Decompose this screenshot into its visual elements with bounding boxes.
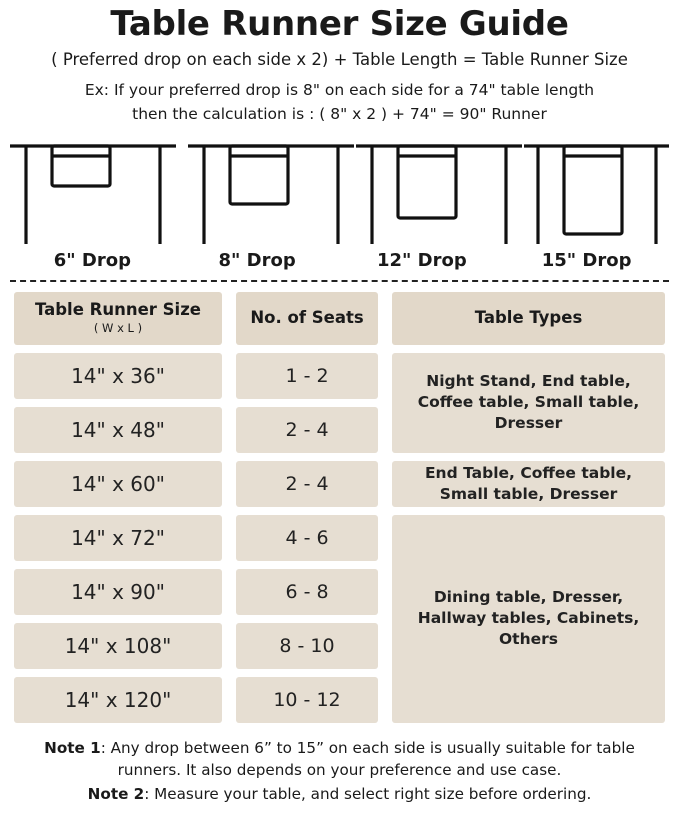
column-table-types <box>392 292 665 723</box>
header-seats <box>236 292 378 345</box>
table-row: Dining table, Dresser, Hallway tables, Cabinets, Others <box>392 515 665 723</box>
size-table <box>8 292 671 723</box>
table-row: 1 - 2 <box>236 353 378 399</box>
note-1-text: : Any drop between 6” to 15” on each side is usually suitable for table runners. It also depends on your preference and use case. <box>100 738 635 779</box>
note-1-label: Note 1 <box>44 738 101 757</box>
table-row: 6 - 8 <box>236 569 378 615</box>
header-table-types-label: Table Types <box>474 307 583 327</box>
page-title: Table Runner Size Guide <box>110 4 569 44</box>
table-row: 14" x 90" <box>14 569 222 615</box>
dashed-divider <box>10 280 669 282</box>
drop-label-6: 6" Drop <box>53 249 131 271</box>
table-row: Night Stand, End table, Coffee table, Small table, Dresser <box>392 353 665 453</box>
formula-text: ( Preferred drop on each side x 2) + Table Length = Table Runner Size <box>51 50 628 70</box>
header-runner-size <box>14 292 222 345</box>
column-seats <box>236 292 378 723</box>
drop-illustration <box>8 136 671 248</box>
table-row: 2 - 4 <box>236 407 378 453</box>
drop-label-15: 15" Drop <box>541 249 632 271</box>
table-row: End Table, Coffee table, Small table, Dresser <box>392 461 665 507</box>
table-row: 14" x 120" <box>14 677 222 723</box>
header-seats-label: No. of Seats <box>250 307 364 327</box>
table-row: 4 - 6 <box>236 515 378 561</box>
header-runner-size-label: Table Runner Size <box>34 300 201 319</box>
notes-section <box>8 737 671 805</box>
note-2-label: Note 2 <box>87 784 145 803</box>
header-table-types <box>392 292 665 345</box>
table-row: 8 - 10 <box>236 623 378 669</box>
example-line-2: then the calculation is : ( 8" x 2 ) + 74" = 90" Runner <box>132 105 547 124</box>
note-1 <box>16 737 663 781</box>
note-2 <box>16 783 663 805</box>
drop-label-12: 12" Drop <box>376 249 467 271</box>
table-row: 14" x 108" <box>14 623 222 669</box>
example-line-1: Ex: If your preferred drop is 8" on each side for a 74" table length <box>84 80 595 99</box>
size-guide-page <box>0 6 679 832</box>
table-row: 14" x 48" <box>14 407 222 453</box>
header-runner-size-sub: ( W x L ) <box>93 320 143 335</box>
table-row: 10 - 12 <box>236 677 378 723</box>
drop-labels <box>8 250 671 271</box>
table-row: 14" x 36" <box>14 353 222 399</box>
drop-label-8: 8" Drop <box>218 249 296 271</box>
column-runner-size <box>14 292 222 723</box>
table-row: 2 - 4 <box>236 461 378 507</box>
table-row: 14" x 72" <box>14 515 222 561</box>
note-2-text: : Measure your table, and select right size before ordering. <box>144 784 592 803</box>
table-row: 14" x 60" <box>14 461 222 507</box>
